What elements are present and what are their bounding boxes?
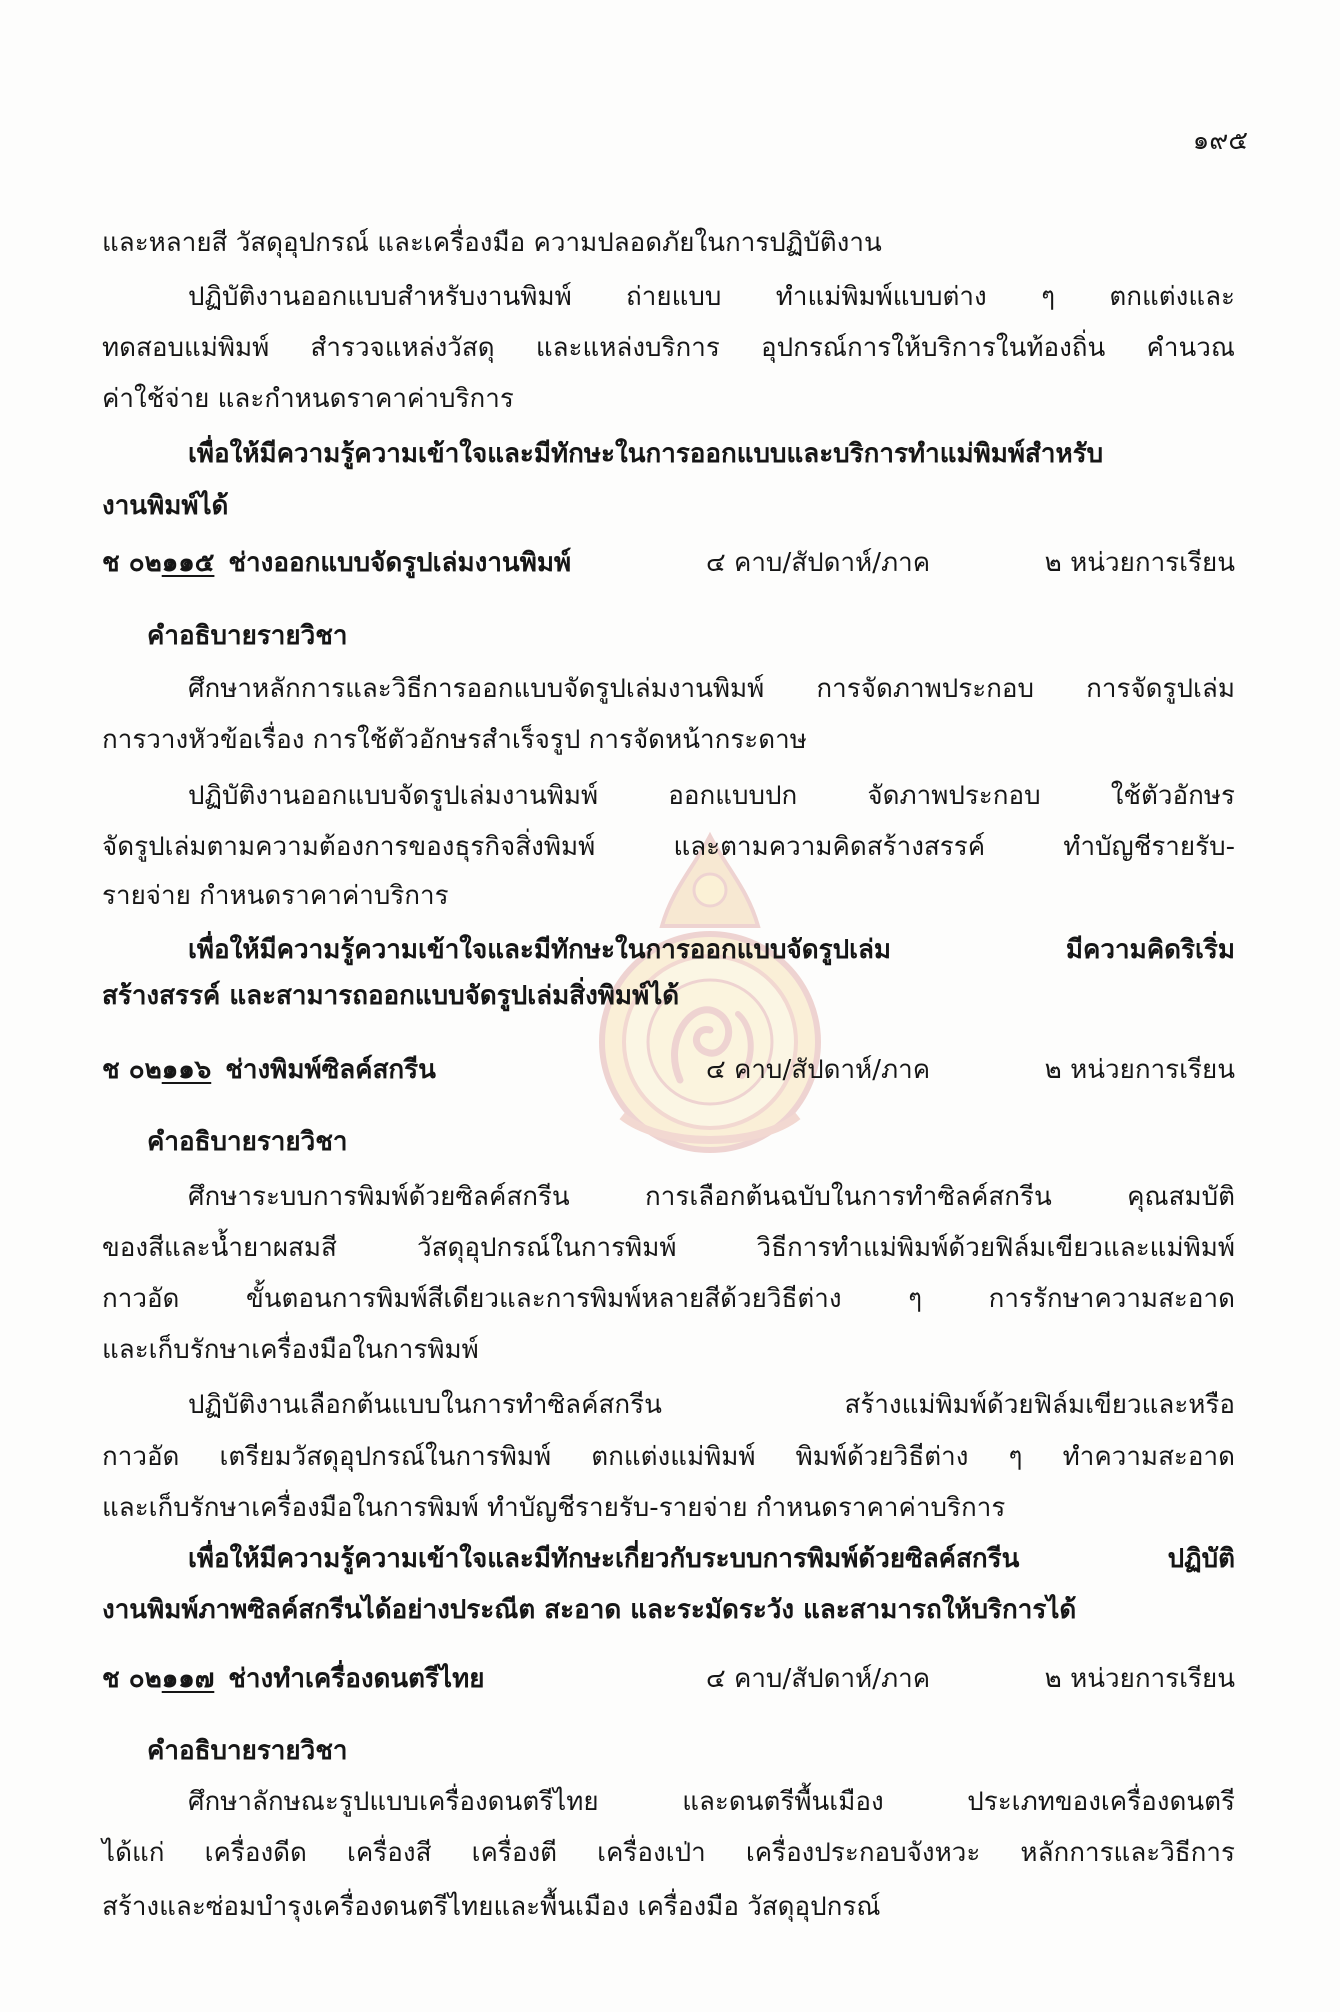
page-number: ๑๙๕ [1192,126,1248,156]
text-line: และเก็บรักษาเครื่องมือในการพิมพ์ [102,1335,479,1365]
text-line: รายจ่าย กำหนดราคาค่าบริการ [102,881,449,911]
course-credits: ๒ หน่วยการเรียน [1044,548,1235,578]
course-code-number: ๑๑๖ [161,1055,212,1085]
objective-line: เพื่อให้มีความรู้ความเข้าใจและมีทักษะในการออกแบบจัดรูปเล่ม มีความคิดริเริ่ม [188,935,1235,965]
objective-line: งานพิมพ์ได้ [102,491,229,521]
objective-line: งานพิมพ์ภาพซิลค์สกรีนได้อย่างประณีต สะอาด และระมัดระวัง และสามารถให้บริการได้ [102,1595,1077,1625]
course-hours: ๔ คาบ/สัปดาห์/ภาค [706,1664,931,1694]
objective-line: เพื่อให้มีความรู้ความเข้าใจและมีทักษะเกี่ยวกับระบบการพิมพ์ด้วยซิลค์สกรีน ปฏิบัติ [188,1544,1235,1574]
objective-line: สร้างสรรค์ และสามารถออกแบบจัดรูปเล่มสิ่งพิมพ์ได้ [102,981,680,1011]
course-credits: ๒ หน่วยการเรียน [1044,1664,1235,1694]
text-line: กาวอัด เตรียมวัสดุอุปกรณ์ในการพิมพ์ ตกแต่งแม่พิมพ์ พิมพ์ด้วยวิธีต่าง ๆ ทำความสะอาด [102,1442,1235,1472]
course-code [102,1664,214,1694]
course-code-prefix: ช ๐๒ [102,1055,162,1085]
course-credits: ๒ หน่วยการเรียน [1044,1055,1235,1085]
course-title: ช่างออกแบบจัดรูปเล่มงานพิมพ์ [228,548,572,578]
text-line: ของสีและน้ำยาผสมสี วัสดุอุปกรณ์ในการพิมพ์ วิธีการทำแม่พิมพ์ด้วยฟิล์มเขียวและแม่พิมพ์ [102,1233,1235,1263]
course-code-prefix: ช ๐๒ [102,1664,162,1694]
course-hours: ๔ คาบ/สัปดาห์/ภาค [706,548,931,578]
course-code [102,1055,211,1085]
text-line: และหลายสี วัสดุอุปกรณ์ และเครื่องมือ ความปลอดภัยในการปฏิบัติงาน [102,228,882,258]
text-line: สร้างและซ่อมบำรุงเครื่องดนตรีไทยและพื้นเมือง เครื่องมือ วัสดุอุปกรณ์ [102,1892,881,1922]
course-heading [102,1653,1235,1705]
text-line: การวางหัวข้อเรื่อง การใช้ตัวอักษรสำเร็จรูป การจัดหน้ากระดาษ [102,725,807,755]
text-line: ศึกษาหลักการและวิธีการออกแบบจัดรูปเล่มงานพิมพ์ การจัดภาพประกอบ การจัดรูปเล่ม [188,674,1235,704]
course-code-prefix: ช ๐๒ [102,548,162,578]
text-line: ปฏิบัติงานออกแบบจัดรูปเล่มงานพิมพ์ ออกแบบปก จัดภาพประกอบ ใช้ตัวอักษร [188,781,1235,811]
course-hours: ๔ คาบ/สัปดาห์/ภาค [706,1055,931,1085]
course-heading [102,537,1235,589]
objective-line: เพื่อให้มีความรู้ความเข้าใจและมีทักษะในการออกแบบและบริการทำแม่พิมพ์สำหรับ [188,439,1104,469]
course-code [102,548,214,578]
text-line: ศึกษาระบบการพิมพ์ด้วยซิลค์สกรีน การเลือกต้นฉบับในการทำซิลค์สกรีน คุณสมบัติ [188,1182,1235,1212]
text-line: ปฏิบัติงานออกแบบสำหรับงานพิมพ์ ถ่ายแบบ ทำแม่พิมพ์แบบต่าง ๆ ตกแต่งและ [188,282,1235,312]
description-heading: คำอธิบายรายวิชา [147,621,348,651]
description-heading: คำอธิบายรายวิชา [147,1736,348,1766]
course-title: ช่างพิมพ์ซิลค์สกรีน [225,1055,436,1085]
description-heading: คำอธิบายรายวิชา [147,1127,348,1157]
text-line: ศึกษาลักษณะรูปแบบเครื่องดนตรีไทย และดนตรีพื้นเมือง ประเภทของเครื่องดนตรี [188,1787,1235,1817]
text-line: และเก็บรักษาเครื่องมือในการพิมพ์ ทำบัญชีรายรับ-รายจ่าย กำหนดราคาค่าบริการ [102,1493,1006,1523]
course-code-number: ๑๑๕ [161,548,215,578]
course-title: ช่างทำเครื่องดนตรีไทย [228,1664,485,1694]
text-line: ได้แก่ เครื่องดีด เครื่องสี เครื่องตี เครื่องเป่า เครื่องประกอบจังหวะ หลักการและวิธีการ [102,1838,1235,1868]
course-heading [102,1044,1235,1096]
text-line: ปฏิบัติงานเลือกต้นแบบในการทำซิลค์สกรีน สร้างแม่พิมพ์ด้วยฟิล์มเขียวและหรือ [188,1390,1235,1420]
text-line: ค่าใช้จ่าย และกำหนดราคาค่าบริการ [102,384,514,414]
text-line: ทดสอบแม่พิมพ์ สำรวจแหล่งวัสดุ และแหล่งบริการ อุปกรณ์การให้บริการในท้องถิ่น คำนวณ [102,333,1235,363]
text-line: กาวอัด ขั้นตอนการพิมพ์สีเดียวและการพิมพ์หลายสีด้วยวิธีต่าง ๆ การรักษาความสะอาด [102,1284,1235,1314]
course-code-number: ๑๑๗ [161,1664,215,1694]
text-line: จัดรูปเล่มตามความต้องการของธุรกิจสิ่งพิมพ์ และตามความคิดสร้างสรรค์ ทำบัญชีรายรับ- [102,832,1235,862]
